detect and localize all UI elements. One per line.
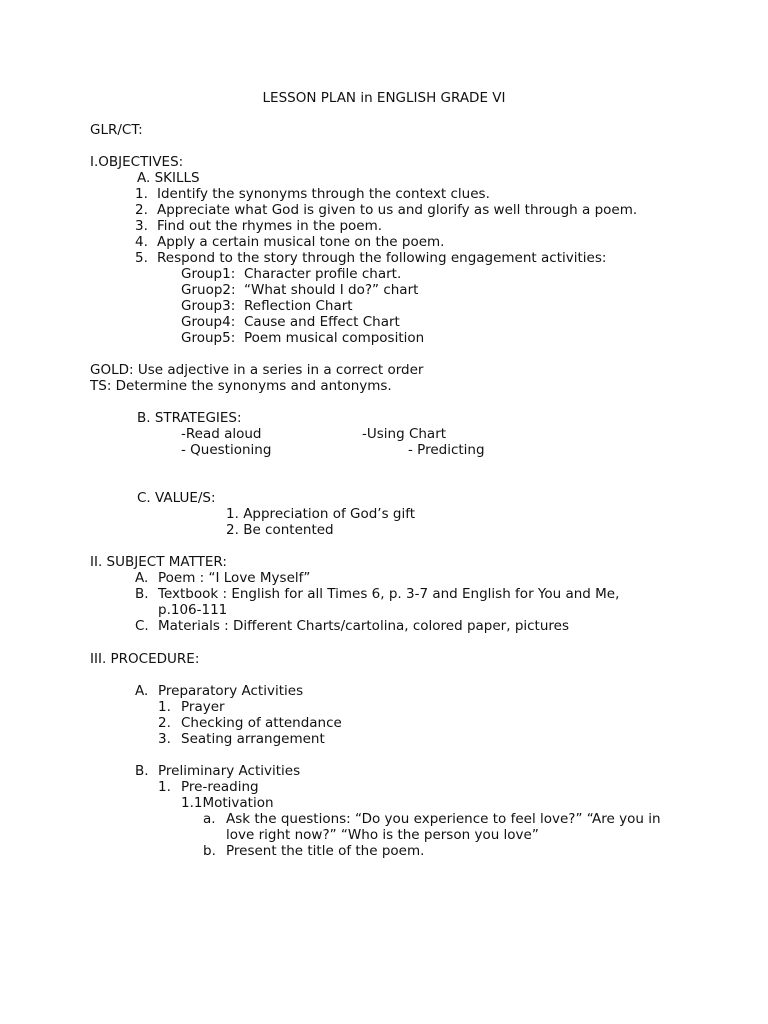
strategy-item: -Using Chart (362, 426, 447, 442)
procedure-section-a: A. Preparatory Activities (135, 683, 304, 699)
procedure-heading: III. PROCEDURE: (90, 651, 200, 667)
values-heading: C. VALUE/S: (137, 490, 216, 506)
subject-item: B. Textbook : English for all Times 6, p. 3-7 and English for You and Me, (135, 586, 620, 602)
group-item: Group1: Character profile chart. (181, 266, 402, 282)
value-item: 2. Be contented (226, 522, 334, 538)
skill-item: 5. Respond to the story through the following engagement activities: (135, 250, 607, 266)
group-item: Gruop2: “What should I do?” chart (181, 282, 419, 298)
skill-item: 2. Appreciate what God is given to us and glorify as well through a poem. (135, 202, 638, 218)
group-item: Group3: Reflection Chart (181, 298, 353, 314)
objectives-heading: I.OBJECTIVES: (90, 154, 184, 170)
procedure-b-item: 1. Pre-reading (158, 779, 259, 795)
skill-item: 1. Identify the synonyms through the context clues. (135, 186, 490, 202)
skill-item: 4. Apply a certain musical tone on the poem. (135, 234, 445, 250)
motivation-item: b. Present the title of the poem. (203, 843, 425, 859)
subject-item-continued: p.106-111 (158, 602, 228, 618)
motivation-item-continued: love right now?” “Who is the person you love” (226, 827, 539, 843)
strategy-item: - Questioning (181, 442, 272, 458)
group-item: Group4: Cause and Effect Chart (181, 314, 400, 330)
procedure-section-b: B. Preliminary Activities (135, 763, 301, 779)
procedure-a-item: 2. Checking of attendance (158, 715, 342, 731)
document-title: LESSON PLAN in ENGLISH GRADE VI (262, 90, 506, 106)
strategies-heading: B. STRATEGIES: (137, 410, 242, 426)
procedure-a-item: 3. Seating arrangement (158, 731, 325, 747)
value-item: 1. Appreciation of God’s gift (226, 506, 416, 522)
subject-matter-heading: II. SUBJECT MATTER: (90, 554, 227, 570)
gold-line: GOLD: Use adjective in a series in a correct order (90, 362, 424, 378)
ts-line: TS: Determine the synonyms and antonyms. (90, 378, 392, 394)
skill-item: 3. Find out the rhymes in the poem. (135, 218, 383, 234)
glr-ct-label: GLR/CT: (90, 122, 143, 138)
subject-item: A. Poem : “I Love Myself” (135, 570, 311, 586)
skills-heading: A. SKILLS (137, 170, 200, 186)
procedure-a-item: 1. Prayer (158, 699, 225, 715)
group-item: Group5: Poem musical composition (181, 330, 425, 346)
motivation-heading: 1.1Motivation (181, 795, 274, 811)
strategy-item: - Predicting (408, 442, 485, 458)
strategy-item: -Read aloud (181, 426, 262, 442)
motivation-item: a. Ask the questions: “Do you experience to feel love?” “Are you in (203, 811, 661, 827)
subject-item: C. Materials : Different Charts/cartolina, colored paper, pictures (135, 618, 569, 634)
